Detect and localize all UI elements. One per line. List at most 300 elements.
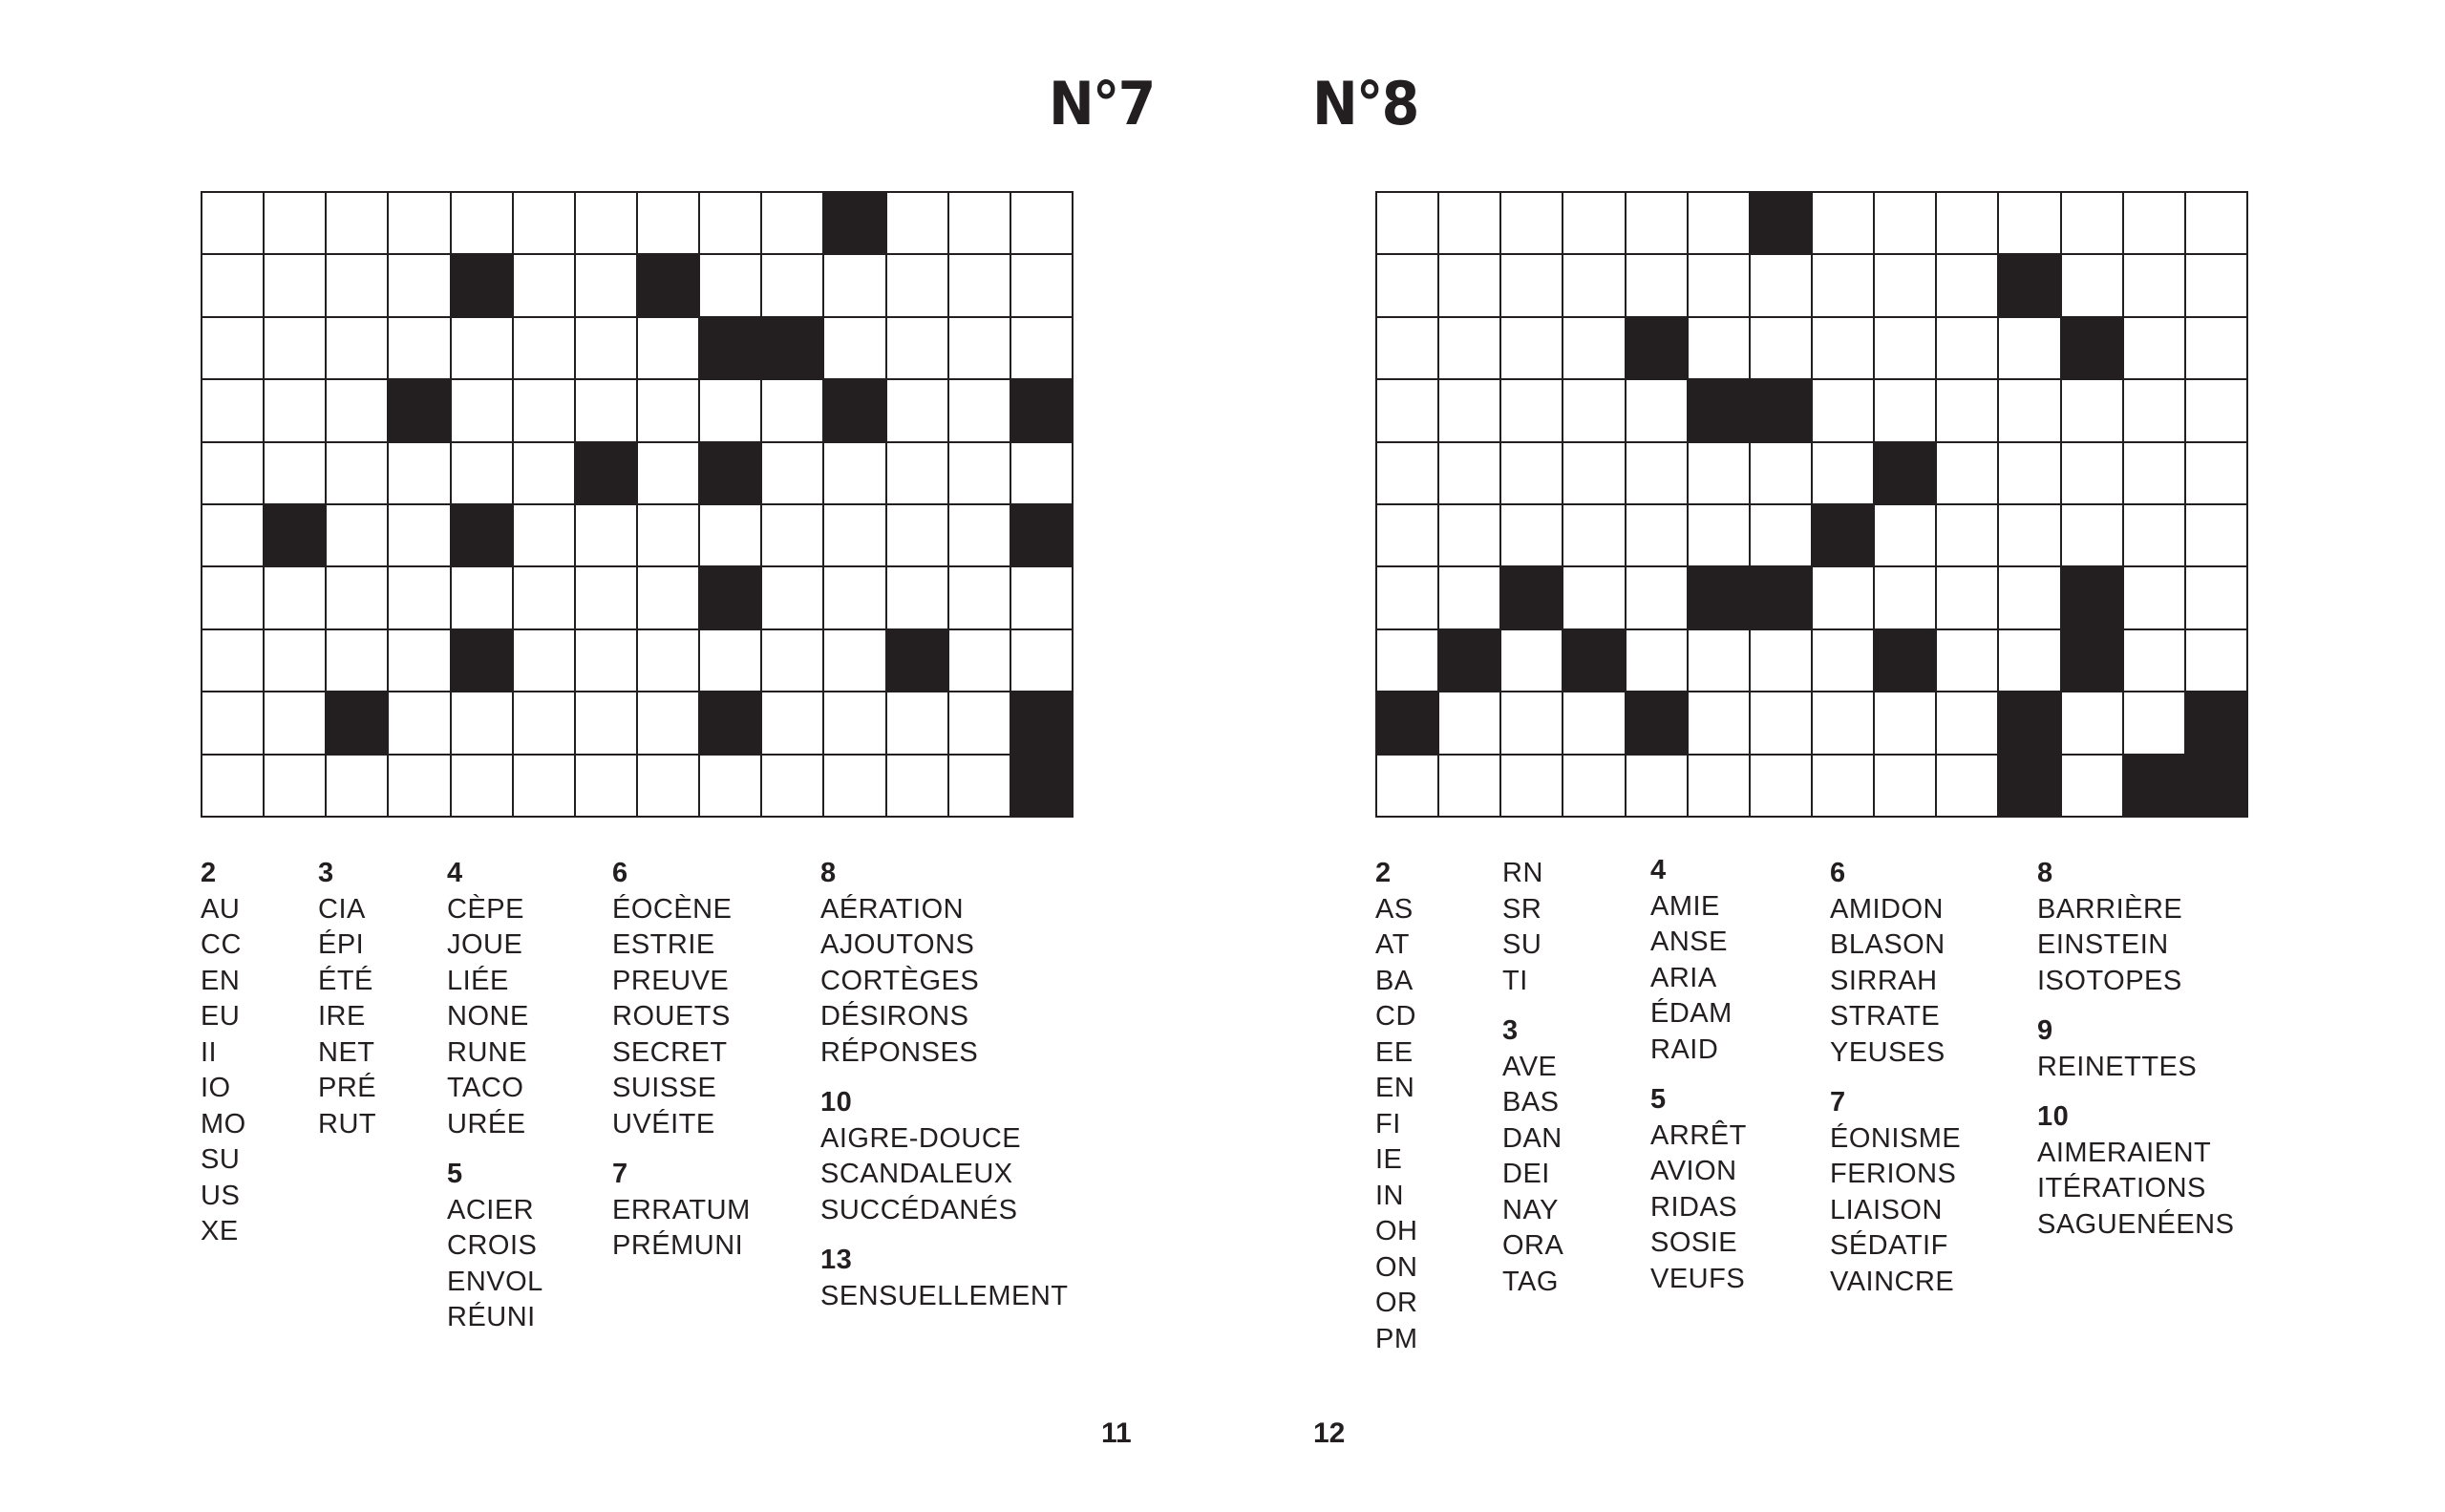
word-entry: BA — [1375, 965, 1414, 996]
word-length-heading: 7 — [612, 1159, 628, 1189]
word-length-heading: 7 — [1830, 1087, 1846, 1118]
grid-cell[interactable] — [1011, 255, 1072, 315]
grid-cell[interactable] — [1563, 505, 1624, 565]
grid-cell[interactable] — [762, 692, 822, 753]
grid-cell[interactable] — [327, 756, 387, 816]
grid-cell[interactable] — [638, 505, 698, 565]
grid-cell[interactable] — [1011, 630, 1072, 691]
grid-cell[interactable] — [1563, 318, 1624, 378]
grid-cell[interactable] — [1689, 443, 1749, 503]
grid-cell[interactable] — [576, 193, 636, 253]
grid-cell[interactable] — [2186, 380, 2246, 440]
grid-cell[interactable] — [514, 443, 574, 503]
grid-cell[interactable] — [638, 443, 698, 503]
grid-cell[interactable] — [1501, 756, 1562, 816]
grid-cell[interactable] — [2186, 318, 2246, 378]
grid-cell[interactable] — [2186, 567, 2246, 628]
word-entry: TAG — [1502, 1266, 1559, 1297]
grid-cell[interactable] — [2186, 630, 2246, 691]
grid-cell[interactable] — [700, 193, 760, 253]
grid-cell[interactable] — [1501, 505, 1562, 565]
word-entry: SIRRAH — [1830, 965, 1938, 996]
grid-cell[interactable] — [265, 630, 325, 691]
word-entry: PM — [1375, 1323, 1418, 1354]
grid-cell[interactable] — [1501, 193, 1562, 253]
black-cell — [824, 380, 884, 440]
black-cell — [1999, 756, 2059, 816]
grid-cell[interactable] — [1501, 443, 1562, 503]
word-entry: ÉONISME — [1830, 1122, 1962, 1154]
word-length-heading: 2 — [201, 858, 217, 888]
grid-cell[interactable] — [1875, 756, 1935, 816]
grid-cell[interactable] — [1501, 380, 1562, 440]
grid-cell[interactable] — [1813, 318, 1873, 378]
grid-cell[interactable] — [1813, 380, 1873, 440]
word-entry: BLASON — [1830, 929, 1945, 960]
grid-cell[interactable] — [887, 193, 947, 253]
word-entry: NAY — [1502, 1194, 1559, 1225]
grid-cell[interactable] — [949, 443, 1010, 503]
grid-cell[interactable] — [2186, 255, 2246, 315]
grid-cell[interactable] — [1626, 630, 1687, 691]
grid-cell[interactable] — [1813, 255, 1873, 315]
grid-cell[interactable] — [1937, 193, 1997, 253]
grid-cell[interactable] — [1439, 255, 1499, 315]
grid-cell[interactable] — [1377, 318, 1437, 378]
grid-cell[interactable] — [1999, 443, 2059, 503]
grid-cell[interactable] — [762, 756, 822, 816]
grid-cell[interactable] — [1377, 630, 1437, 691]
grid-cell[interactable] — [1937, 505, 1997, 565]
grid-cell[interactable] — [1751, 692, 1811, 753]
grid-cell[interactable] — [265, 567, 325, 628]
grid-cell[interactable] — [1377, 193, 1437, 253]
grid-cell[interactable] — [887, 505, 947, 565]
grid-cell[interactable] — [327, 505, 387, 565]
grid-cell[interactable] — [638, 193, 698, 253]
grid-cell[interactable] — [1377, 443, 1437, 503]
grid-cell[interactable] — [700, 255, 760, 315]
grid-cell[interactable] — [1937, 380, 1997, 440]
black-cell — [1689, 567, 1749, 628]
word-entry: TI — [1502, 965, 1528, 996]
grid-cell[interactable] — [1999, 193, 2059, 253]
grid-cell[interactable] — [2062, 255, 2122, 315]
grid-cell[interactable] — [452, 567, 512, 628]
grid-cell[interactable] — [1937, 756, 1997, 816]
black-cell — [1751, 567, 1811, 628]
grid-cell[interactable] — [887, 318, 947, 378]
word-entry: EINSTEIN — [2037, 929, 2169, 960]
word-entry: BARRIÈRE — [2037, 893, 2183, 925]
grid-cell[interactable] — [2186, 505, 2246, 565]
grid-cell[interactable] — [2124, 630, 2184, 691]
black-cell — [1439, 630, 1499, 691]
grid-cell[interactable] — [2062, 505, 2122, 565]
grid-cell[interactable] — [1563, 756, 1624, 816]
grid-cell[interactable] — [1377, 567, 1437, 628]
grid-cell[interactable] — [638, 756, 698, 816]
grid-cell[interactable] — [1875, 692, 1935, 753]
word-entry: VEUFS — [1650, 1263, 1746, 1294]
grid-cell[interactable] — [1999, 380, 2059, 440]
grid-cell[interactable] — [1751, 630, 1811, 691]
black-cell — [1751, 380, 1811, 440]
grid-cell[interactable] — [1626, 505, 1687, 565]
grid-cell[interactable] — [1689, 255, 1749, 315]
word-entry: IO — [201, 1073, 231, 1103]
grid-cell[interactable] — [1439, 505, 1499, 565]
grid-cell[interactable] — [2186, 193, 2246, 253]
grid-cell[interactable] — [1937, 318, 1997, 378]
grid-cell[interactable] — [887, 567, 947, 628]
grid-cell[interactable] — [327, 380, 387, 440]
grid-cell[interactable] — [265, 756, 325, 816]
grid-cell[interactable] — [824, 443, 884, 503]
grid-cell[interactable] — [327, 443, 387, 503]
grid-cell[interactable] — [1999, 318, 2059, 378]
grid-cell[interactable] — [1937, 443, 1997, 503]
grid-cell[interactable] — [2062, 380, 2122, 440]
grid-cell[interactable] — [2062, 692, 2122, 753]
grid-cell[interactable] — [202, 318, 263, 378]
grid-cell[interactable] — [762, 567, 822, 628]
grid-cell[interactable] — [1751, 505, 1811, 565]
grid-cell[interactable] — [452, 193, 512, 253]
grid-cell[interactable] — [949, 318, 1010, 378]
grid-cell[interactable] — [1377, 380, 1437, 440]
grid-cell[interactable] — [202, 443, 263, 503]
grid-cell[interactable] — [762, 193, 822, 253]
word-column — [820, 856, 1069, 1329]
grid-cell[interactable] — [514, 255, 574, 315]
grid-cell[interactable] — [1813, 193, 1873, 253]
grid-cell[interactable] — [514, 630, 574, 691]
grid-cell[interactable] — [2062, 443, 2122, 503]
grid-cell[interactable] — [762, 255, 822, 315]
grid-cell[interactable] — [1563, 692, 1624, 753]
grid-cell[interactable] — [1689, 692, 1749, 753]
grid-cell[interactable] — [638, 318, 698, 378]
grid-cell[interactable] — [1937, 692, 1997, 753]
grid-cell[interactable] — [265, 692, 325, 753]
grid-cell[interactable] — [1626, 193, 1687, 253]
grid-cell[interactable] — [2186, 443, 2246, 503]
grid-cell[interactable] — [389, 193, 449, 253]
grid-cell[interactable] — [1937, 255, 1997, 315]
grid-cell[interactable] — [887, 756, 947, 816]
grid-cell[interactable] — [1439, 443, 1499, 503]
word-length-heading: 6 — [1830, 858, 1846, 888]
grid-cell[interactable] — [576, 318, 636, 378]
word-entry: LIAISON — [1830, 1194, 1943, 1225]
word-group — [2037, 1013, 2234, 1085]
grid-cell[interactable] — [389, 567, 449, 628]
black-cell — [1377, 692, 1437, 753]
grid-cell[interactable] — [576, 567, 636, 628]
grid-cell[interactable] — [1875, 380, 1935, 440]
grid-cell[interactable] — [1626, 443, 1687, 503]
grid-cell[interactable] — [202, 193, 263, 253]
grid-cell[interactable] — [638, 380, 698, 440]
grid-cell[interactable] — [887, 443, 947, 503]
grid-cell[interactable] — [514, 380, 574, 440]
grid-cell[interactable] — [1937, 567, 1997, 628]
grid-cell[interactable] — [1439, 380, 1499, 440]
grid-cell[interactable] — [389, 756, 449, 816]
word-entry: AMIDON — [1830, 893, 1944, 925]
grid-cell[interactable] — [949, 505, 1010, 565]
word-entry: EN — [1375, 1073, 1415, 1103]
grid-cell[interactable] — [1011, 318, 1072, 378]
grid-cell[interactable] — [762, 630, 822, 691]
grid-cell[interactable] — [1011, 193, 1072, 253]
grid-cell[interactable] — [949, 756, 1010, 816]
word-column — [447, 856, 543, 1351]
grid-cell[interactable] — [576, 756, 636, 816]
grid-cell[interactable] — [514, 567, 574, 628]
grid-cell[interactable] — [576, 380, 636, 440]
word-entry: SAGUENÉENS — [2037, 1208, 2235, 1240]
word-group — [1650, 1082, 1747, 1297]
grid-cell[interactable] — [2124, 443, 2184, 503]
grid-cell[interactable] — [327, 630, 387, 691]
grid-cell[interactable] — [202, 380, 263, 440]
crossword-grid-7[interactable] — [201, 191, 1074, 818]
grid-cell[interactable] — [1875, 567, 1935, 628]
grid-cell[interactable] — [576, 630, 636, 691]
word-entry: CROIS — [447, 1230, 538, 1261]
grid-cell[interactable] — [265, 318, 325, 378]
grid-cell[interactable] — [327, 567, 387, 628]
word-entry: ISOTOPES — [2037, 965, 2182, 996]
grid-cell[interactable] — [1377, 756, 1437, 816]
grid-cell[interactable] — [700, 756, 760, 816]
grid-cell[interactable] — [202, 692, 263, 753]
word-entry: SUISSE — [612, 1073, 717, 1103]
grid-cell[interactable] — [887, 692, 947, 753]
word-entry: YEUSES — [1830, 1036, 1945, 1068]
grid-cell[interactable] — [452, 692, 512, 753]
grid-cell[interactable] — [762, 505, 822, 565]
grid-cell[interactable] — [2124, 567, 2184, 628]
grid-cell[interactable] — [1439, 756, 1499, 816]
grid-cell[interactable] — [1501, 318, 1562, 378]
word-entry: URÉE — [447, 1108, 526, 1139]
grid-cell[interactable] — [576, 505, 636, 565]
grid-cell[interactable] — [1813, 567, 1873, 628]
grid-cell[interactable] — [824, 630, 884, 691]
grid-cell[interactable] — [389, 443, 449, 503]
grid-cell[interactable] — [202, 505, 263, 565]
word-entry: AÉRATION — [820, 893, 965, 925]
grid-cell[interactable] — [2124, 380, 2184, 440]
grid-cell[interactable] — [824, 255, 884, 315]
grid-cell[interactable] — [1377, 505, 1437, 565]
grid-cell[interactable] — [1439, 193, 1499, 253]
grid-cell[interactable] — [514, 505, 574, 565]
grid-cell[interactable] — [1626, 255, 1687, 315]
grid-cell[interactable] — [2124, 255, 2184, 315]
grid-cell[interactable] — [389, 255, 449, 315]
grid-cell[interactable] — [1751, 318, 1811, 378]
grid-cell[interactable] — [576, 255, 636, 315]
grid-cell[interactable] — [1813, 756, 1873, 816]
grid-cell[interactable] — [2124, 692, 2184, 753]
grid-cell[interactable] — [949, 567, 1010, 628]
grid-cell[interactable] — [1011, 567, 1072, 628]
grid-cell[interactable] — [1751, 756, 1811, 816]
grid-cell[interactable] — [2124, 193, 2184, 253]
word-entry: SECRET — [612, 1036, 728, 1068]
black-cell — [2062, 630, 2122, 691]
grid-cell[interactable] — [514, 193, 574, 253]
grid-cell[interactable] — [638, 692, 698, 753]
grid-cell[interactable] — [1875, 318, 1935, 378]
grid-cell[interactable] — [1937, 630, 1997, 691]
grid-cell[interactable] — [1689, 505, 1749, 565]
grid-cell[interactable] — [638, 630, 698, 691]
grid-cell[interactable] — [327, 193, 387, 253]
grid-cell[interactable] — [1751, 443, 1811, 503]
grid-cell[interactable] — [1563, 193, 1624, 253]
grid-cell[interactable] — [514, 318, 574, 378]
grid-cell[interactable] — [2124, 318, 2184, 378]
grid-cell[interactable] — [1999, 630, 2059, 691]
word-column — [318, 856, 376, 1157]
grid-cell[interactable] — [1875, 193, 1935, 253]
grid-cell[interactable] — [1563, 255, 1624, 315]
grid-cell[interactable] — [949, 692, 1010, 753]
grid-cell[interactable] — [824, 567, 884, 628]
grid-cell[interactable] — [2124, 505, 2184, 565]
grid-cell[interactable] — [1999, 505, 2059, 565]
grid-cell[interactable] — [1813, 443, 1873, 503]
grid-cell[interactable] — [514, 692, 574, 753]
word-column — [2037, 856, 2234, 1257]
black-cell — [2186, 756, 2246, 816]
grid-cell[interactable] — [700, 505, 760, 565]
word-entry: XE — [201, 1216, 239, 1246]
grid-cell[interactable] — [265, 193, 325, 253]
grid-cell[interactable] — [1563, 380, 1624, 440]
grid-cell[interactable] — [824, 318, 884, 378]
grid-cell[interactable] — [887, 380, 947, 440]
grid-cell[interactable] — [514, 756, 574, 816]
word-entry: PRÉ — [318, 1073, 377, 1103]
grid-cell[interactable] — [327, 255, 387, 315]
grid-cell[interactable] — [202, 255, 263, 315]
grid-cell[interactable] — [1563, 567, 1624, 628]
grid-cell[interactable] — [1813, 692, 1873, 753]
black-cell — [2186, 692, 2246, 753]
grid-cell[interactable] — [202, 756, 263, 816]
grid-cell[interactable] — [824, 505, 884, 565]
grid-cell[interactable] — [1439, 692, 1499, 753]
grid-cell[interactable] — [265, 255, 325, 315]
grid-cell[interactable] — [1689, 318, 1749, 378]
grid-cell[interactable] — [327, 318, 387, 378]
grid-cell[interactable] — [949, 255, 1010, 315]
grid-cell[interactable] — [452, 443, 512, 503]
grid-cell[interactable] — [202, 630, 263, 691]
word-group — [201, 856, 246, 1250]
black-cell — [1626, 318, 1687, 378]
grid-cell[interactable] — [1501, 255, 1562, 315]
grid-cell[interactable] — [700, 380, 760, 440]
grid-cell[interactable] — [1626, 380, 1687, 440]
grid-cell[interactable] — [1501, 630, 1562, 691]
grid-cell[interactable] — [1377, 255, 1437, 315]
grid-cell[interactable] — [824, 756, 884, 816]
grid-cell[interactable] — [452, 318, 512, 378]
grid-cell[interactable] — [1813, 630, 1873, 691]
grid-cell[interactable] — [265, 380, 325, 440]
grid-cell[interactable] — [2062, 193, 2122, 253]
word-entry: AVION — [1650, 1156, 1737, 1186]
crossword-grid-8[interactable] — [1375, 191, 2248, 818]
grid-cell[interactable] — [762, 380, 822, 440]
grid-cell[interactable] — [2062, 756, 2122, 816]
grid-cell[interactable] — [1626, 567, 1687, 628]
grid-cell[interactable] — [1439, 567, 1499, 628]
grid-cell[interactable] — [1439, 318, 1499, 378]
grid-cell[interactable] — [202, 567, 263, 628]
grid-cell[interactable] — [389, 318, 449, 378]
grid-cell[interactable] — [762, 443, 822, 503]
black-cell — [887, 630, 947, 691]
grid-cell[interactable] — [389, 692, 449, 753]
grid-cell[interactable] — [1563, 443, 1624, 503]
page-number-right: 12 — [1313, 1417, 1346, 1449]
grid-cell[interactable] — [949, 193, 1010, 253]
black-cell — [1875, 630, 1935, 691]
grid-cell[interactable] — [887, 255, 947, 315]
word-entry: AIMERAIENT — [2037, 1137, 2212, 1168]
grid-cell[interactable] — [824, 692, 884, 753]
grid-cell[interactable] — [1011, 443, 1072, 503]
black-cell — [1011, 505, 1072, 565]
grid-cell[interactable] — [1875, 255, 1935, 315]
word-entry: SR — [1502, 893, 1542, 925]
grid-cell[interactable] — [1689, 630, 1749, 691]
grid-cell[interactable] — [949, 630, 1010, 691]
grid-cell[interactable] — [1751, 255, 1811, 315]
grid-cell[interactable] — [1689, 193, 1749, 253]
word-group — [2037, 856, 2234, 999]
grid-cell[interactable] — [389, 630, 449, 691]
grid-cell[interactable] — [1999, 567, 2059, 628]
grid-cell[interactable] — [265, 443, 325, 503]
grid-cell[interactable] — [389, 505, 449, 565]
word-group — [1375, 856, 1418, 1357]
grid-cell[interactable] — [1501, 692, 1562, 753]
grid-cell[interactable] — [452, 380, 512, 440]
grid-cell[interactable] — [452, 756, 512, 816]
black-cell — [2062, 318, 2122, 378]
grid-cell[interactable] — [1626, 756, 1687, 816]
grid-cell[interactable] — [949, 380, 1010, 440]
word-entry: ARRÊT — [1650, 1119, 1747, 1151]
grid-cell[interactable] — [576, 692, 636, 753]
word-entry: AT — [1375, 929, 1410, 960]
word-column — [201, 856, 246, 1265]
grid-cell[interactable] — [1689, 756, 1749, 816]
grid-cell[interactable] — [700, 630, 760, 691]
word-column — [1830, 856, 1961, 1314]
grid-cell[interactable] — [1875, 505, 1935, 565]
grid-cell[interactable] — [638, 567, 698, 628]
